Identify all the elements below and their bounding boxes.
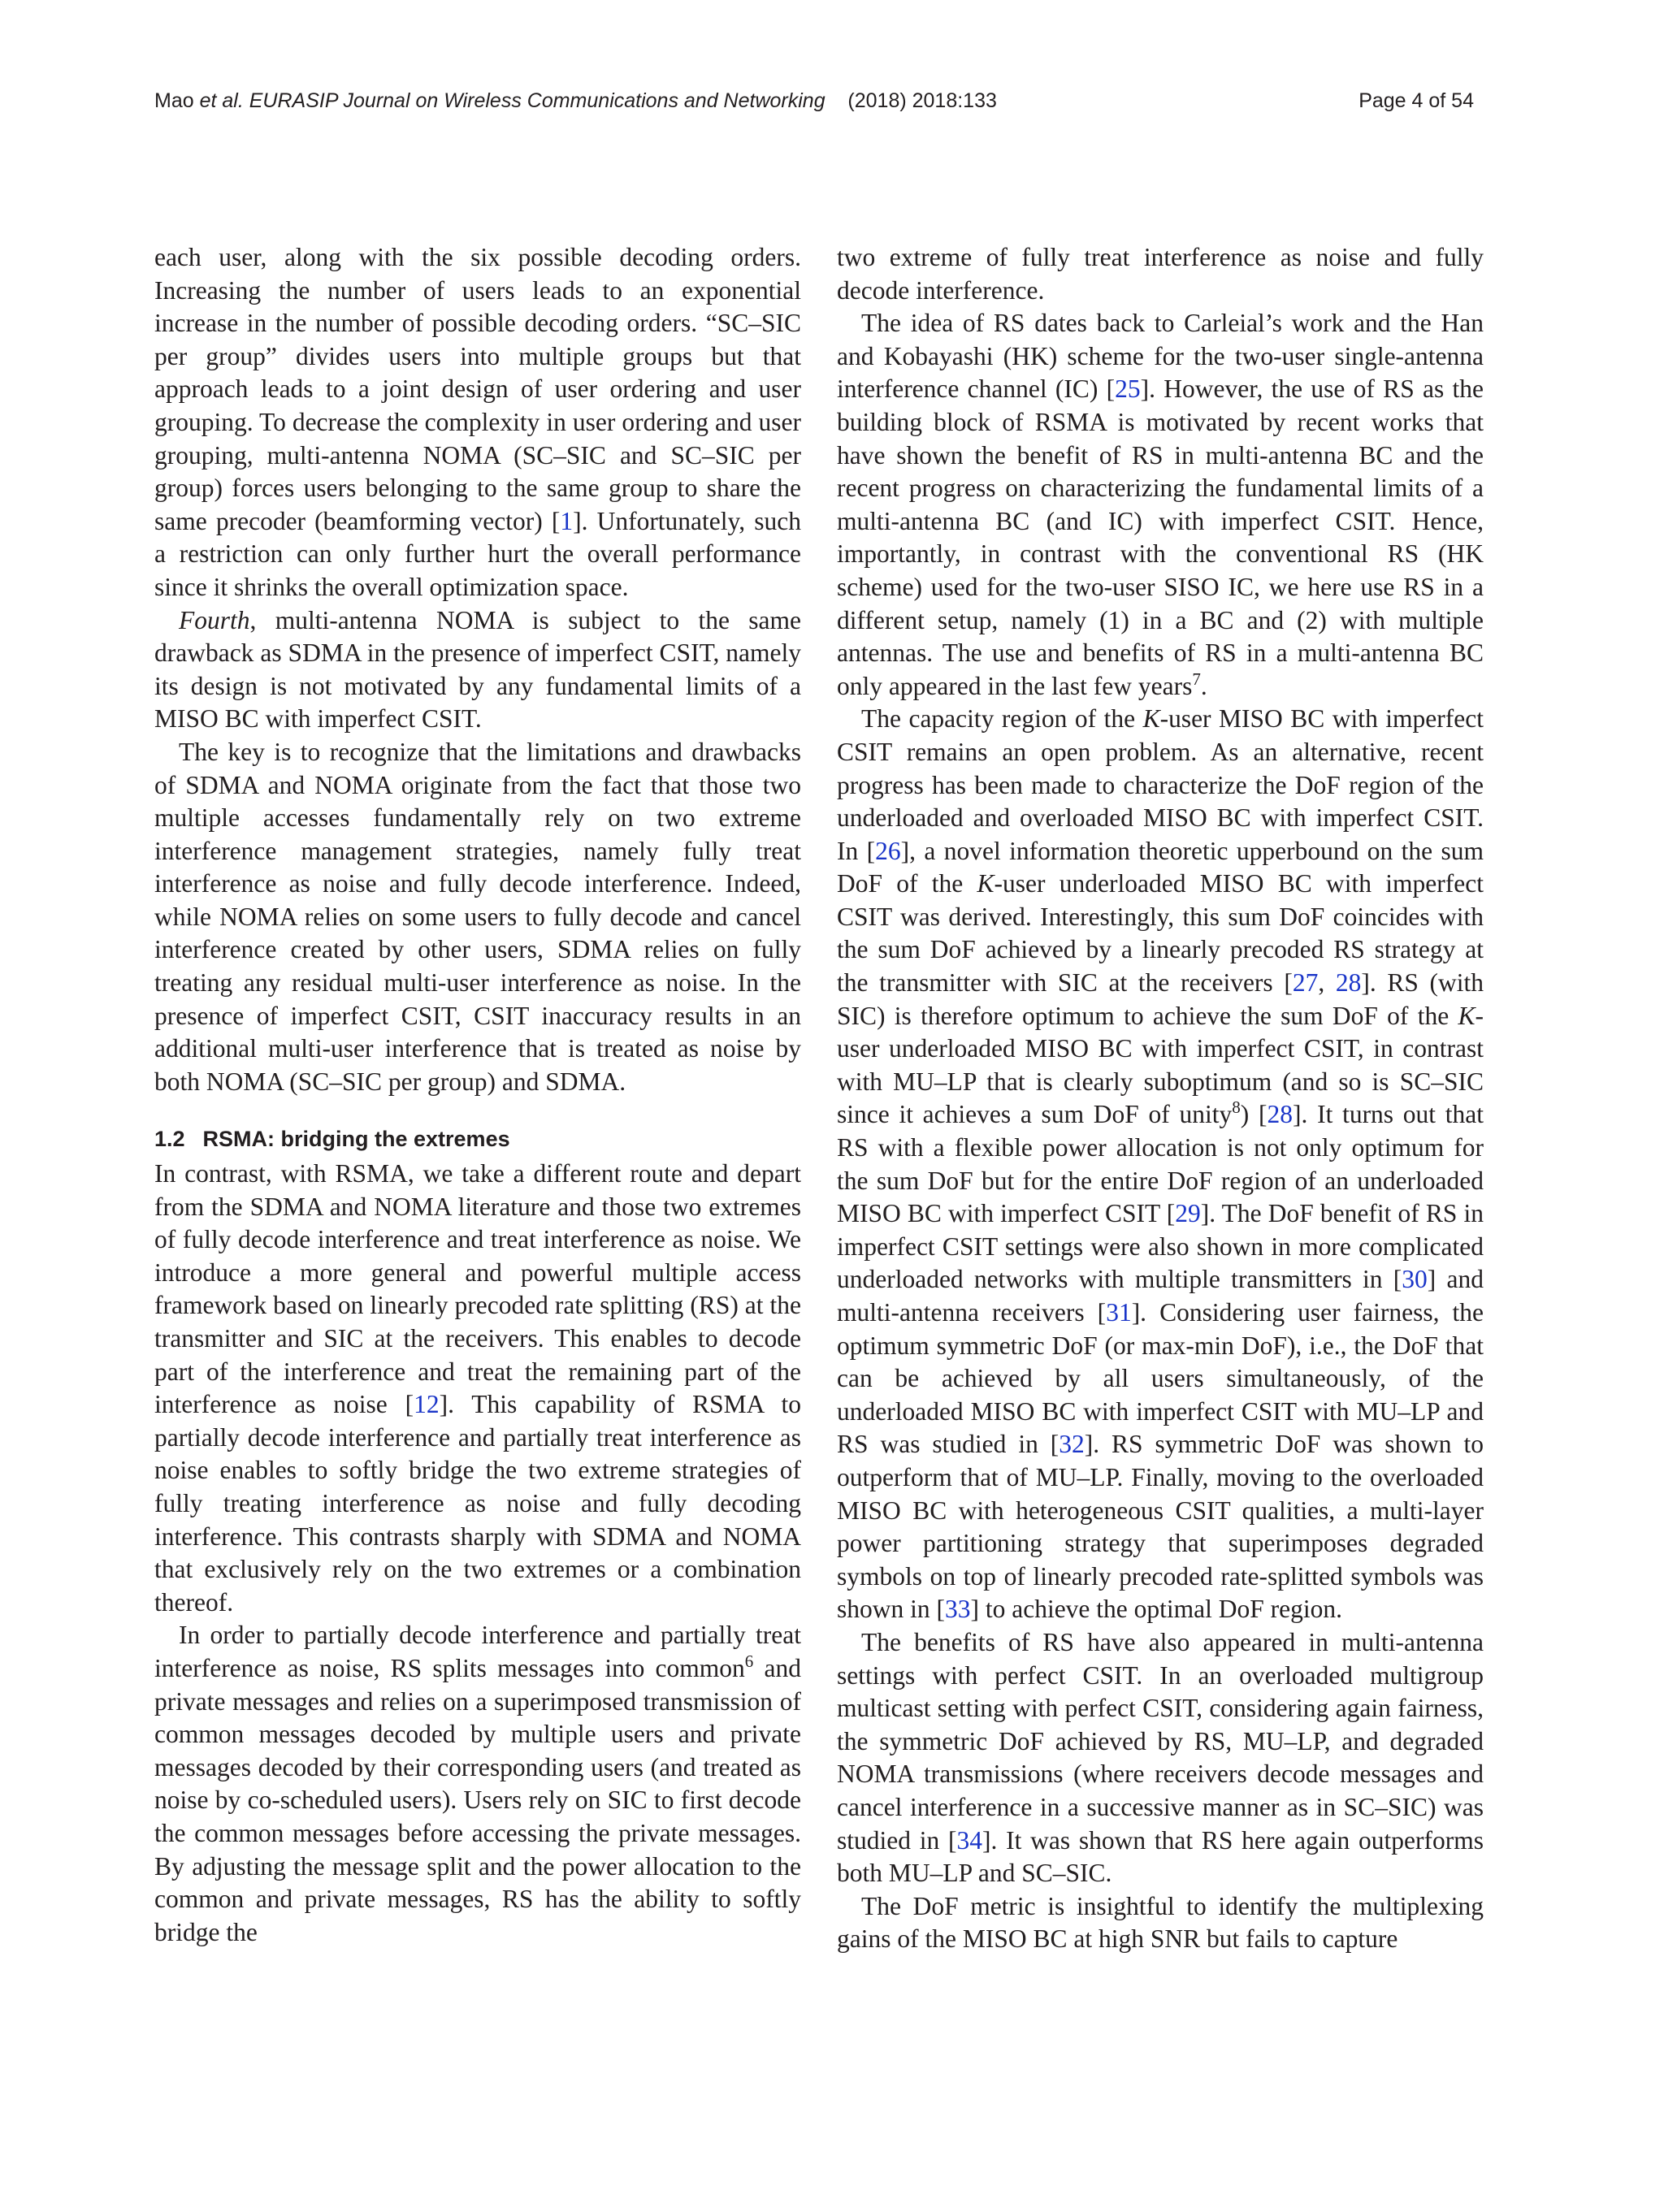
- citation-link[interactable]: 34: [956, 1825, 982, 1855]
- header-citation: [154, 89, 997, 113]
- math-k: K: [1142, 704, 1160, 734]
- citation-link[interactable]: 31: [1106, 1298, 1132, 1327]
- paragraph: each user, along with the six possible decoding orders. Increasing the number of users leads to an exponential increase in the number of possible decoding orders. “SC–SIC per group” divides users into multiple groups but that approach leads to a joint design of user ordering and user grouping. To decrease the complexity in user ordering and user grouping, multi-antenna NOMA (SC–SIC and SC–SIC per group) forces users belonging to the same group to share the same precoder (beamforming vector) [1]. Unfortunately, such a restriction can only further hurt the overall performance since it shrinks the overall optimization space.: [154, 243, 801, 601]
- left-column: [154, 241, 801, 1949]
- section-number: 1.2: [154, 1127, 185, 1152]
- header-authors: Mao: [154, 89, 200, 112]
- paragraph: The benefits of RS have also appeared in multi-antenna settings with perfect CSIT. In an overloaded multigroup multicast setting with perfect CSIT, considering again fairness, the symmetric DoF achieved by RS, MU–LP, and degraded NOMA transmissions (where receivers decode messages and cancel interference in a successive manner as in SC–SIC) was studied in [34]. It was shown that RS here again outperforms both MU–LP and SC–SIC.: [837, 1627, 1484, 1888]
- paragraph: In order to partially decode interference and partially treat interference as noise, RS splits messages into common$^6$ and private messages and relies on a superimposed transmission of common messages decoded by multiple users and private messages decoded by their corresponding users (and treated as noise by co-scheduled users). Users rely on SIC to first decode the common messages before accessing the private messages. By adjusting the message split and the power allocation to the common and private messages, RS has the ability to softly bridge the: [154, 1621, 801, 1946]
- citation-link[interactable]: 27: [1292, 968, 1319, 998]
- citation-link[interactable]: 26: [875, 836, 901, 865]
- citation-link[interactable]: 29: [1175, 1199, 1201, 1228]
- paragraph: The capacity region of the K-user MISO BC with imperfect CSIT remains an open problem. As an alternative, recent progress has been made to characterize the DoF region of the underloaded and overloaded MISO BC with imperfect CSIT. In [26], a novel information theoretic upperbound on the sum DoF of the K-user underloaded MISO BC with imperfect CSIT was derived. Interestingly, this sum DoF coincides with the sum DoF achieved by a linearly precoded RS strategy at the transmitter with SIC at the receivers [27, 28]. RS (with SIC) is therefore optimum to achieve the sum DoF of the K-user underloaded MISO BC with imperfect CSIT, in contrast with MU–LP that is clearly suboptimum (and so is SC–SIC since it achieves a sum DoF of unity$^8$) [28]. It turns out that RS with a flexible power allocation is not only optimum for the sum DoF but for the entire DoF region of an underloaded MISO BC with imperfect CSIT [29]. The DoF benefit of RS in imperfect CSIT settings were also shown in more complicated underloaded networks with multiple transmitters in [30] and multi-antenna receivers [31]. Considering user fairness, the optimum symmetric DoF (or max-min DoF), i.e., the DoF that can be achieved by all users simultaneously, of the underloaded MISO BC with imperfect CSIT with MU–LP and RS was studied in [32]. RS symmetric DoF was shown to outperform that of MU–LP. Finally, moving to the overloaded MISO BC with heterogeneous CSIT qualities, a multi-layer power partitioning strategy that superimposes degraded symbols on top of linearly precoded rate-splitted symbols was shown in [33] to achieve the optimal DoF region.: [837, 704, 1484, 1624]
- footnote-marker[interactable]: 7: [1192, 669, 1201, 689]
- math-k: K: [1458, 1001, 1476, 1030]
- citation-link[interactable]: 28: [1267, 1100, 1293, 1129]
- citation-link[interactable]: 12: [414, 1390, 440, 1419]
- paragraph: Fourth, multi-antenna NOMA is subject to the same drawback as SDMA in the presence of imperfect CSIT, namely its design is not motivated by any fundamental limits of a MISO BC with imperfect CSIT.: [154, 605, 801, 734]
- header-etal: et al.: [199, 89, 244, 112]
- running-header: [154, 89, 1474, 122]
- citation-link[interactable]: 1: [560, 506, 574, 535]
- footnote-marker[interactable]: 8: [1232, 1097, 1241, 1118]
- citation-link[interactable]: 33: [945, 1595, 971, 1624]
- citation-link[interactable]: 28: [1335, 968, 1362, 998]
- paragraph: The key is to recognize that the limitations and drawbacks of SDMA and NOMA originate from the fact that those two multiple accesses fundamentally rely on two extreme interference management strategies, namely fully treat interference as noise and fully decode interference. Indeed, while NOMA relies on some users to fully decode and cancel interference created by other users, SDMA relies on fully treating any residual multi-user interference as noise. In the presence of imperfect CSIT, CSIT inaccuracy results in an additional multi-user interference that is treated as noise by both NOMA (SC–SIC per group) and SDMA.: [154, 737, 801, 1096]
- page-number: Page 4 of 54: [1358, 89, 1474, 112]
- footnote-marker[interactable]: 6: [744, 1651, 754, 1671]
- header-journal: EURASIP Journal on Wireless Communications and Networking: [243, 89, 826, 112]
- paragraph: The DoF metric is insightful to identify the multiplexing gains of the MISO BC at high SNR but fails to capture: [837, 1891, 1484, 1954]
- section-heading: [154, 1123, 801, 1156]
- paragraph: two extreme of fully treat interference as noise and fully decode interference.: [837, 243, 1484, 305]
- math-k: K: [977, 869, 994, 898]
- paragraph: The idea of RS dates back to Carleial’s work and the Han and Kobayashi (HK) scheme for the two-user single-antenna interference channel (IC) [25]. However, the use of RS as the building block of RSMA is motivated by recent works that have shown the benefit of RS in multi-antenna BC and the recent progress on characterizing the fundamental limits of a multi-antenna BC (and IC) with imperfect CSIT. Hence, importantly, in contrast with the conventional RS (HK scheme) used for the two-user SISO IC, we here use RS in a different setup, namely (1) in a BC and (2) with multiple antennas. The use and benefits of RS in a multi-antenna BC only appeared in the last few years$^7$.: [837, 309, 1484, 700]
- citation-link[interactable]: 32: [1059, 1430, 1085, 1459]
- header-year: (2018) 2018:133: [847, 89, 997, 112]
- citation-link[interactable]: 30: [1402, 1265, 1428, 1294]
- section-title: RSMA: bridging the extremes: [202, 1127, 510, 1152]
- right-column: [837, 241, 1484, 1956]
- citation-link[interactable]: 25: [1115, 374, 1141, 404]
- paragraph: In contrast, with RSMA, we take a different route and depart from the SDMA and NOMA literature and those two extremes of fully decode interference and treat interference as noise. We introduce a more general and powerful multiple access framework based on linearly precoded rate splitting (RS) at the transmitter and SIC at the receivers. This enables to decode part of the interference and treat the remaining part of the interference as noise [12]. This capability of RSMA to partially decode interference and partially treat interference as noise enables to softly bridge the two extreme strategies of fully treating interference as noise and fully decoding interference. This contrasts sharply with SDMA and NOMA that exclusively rely on the two extremes or a combination thereof.: [154, 1159, 801, 1617]
